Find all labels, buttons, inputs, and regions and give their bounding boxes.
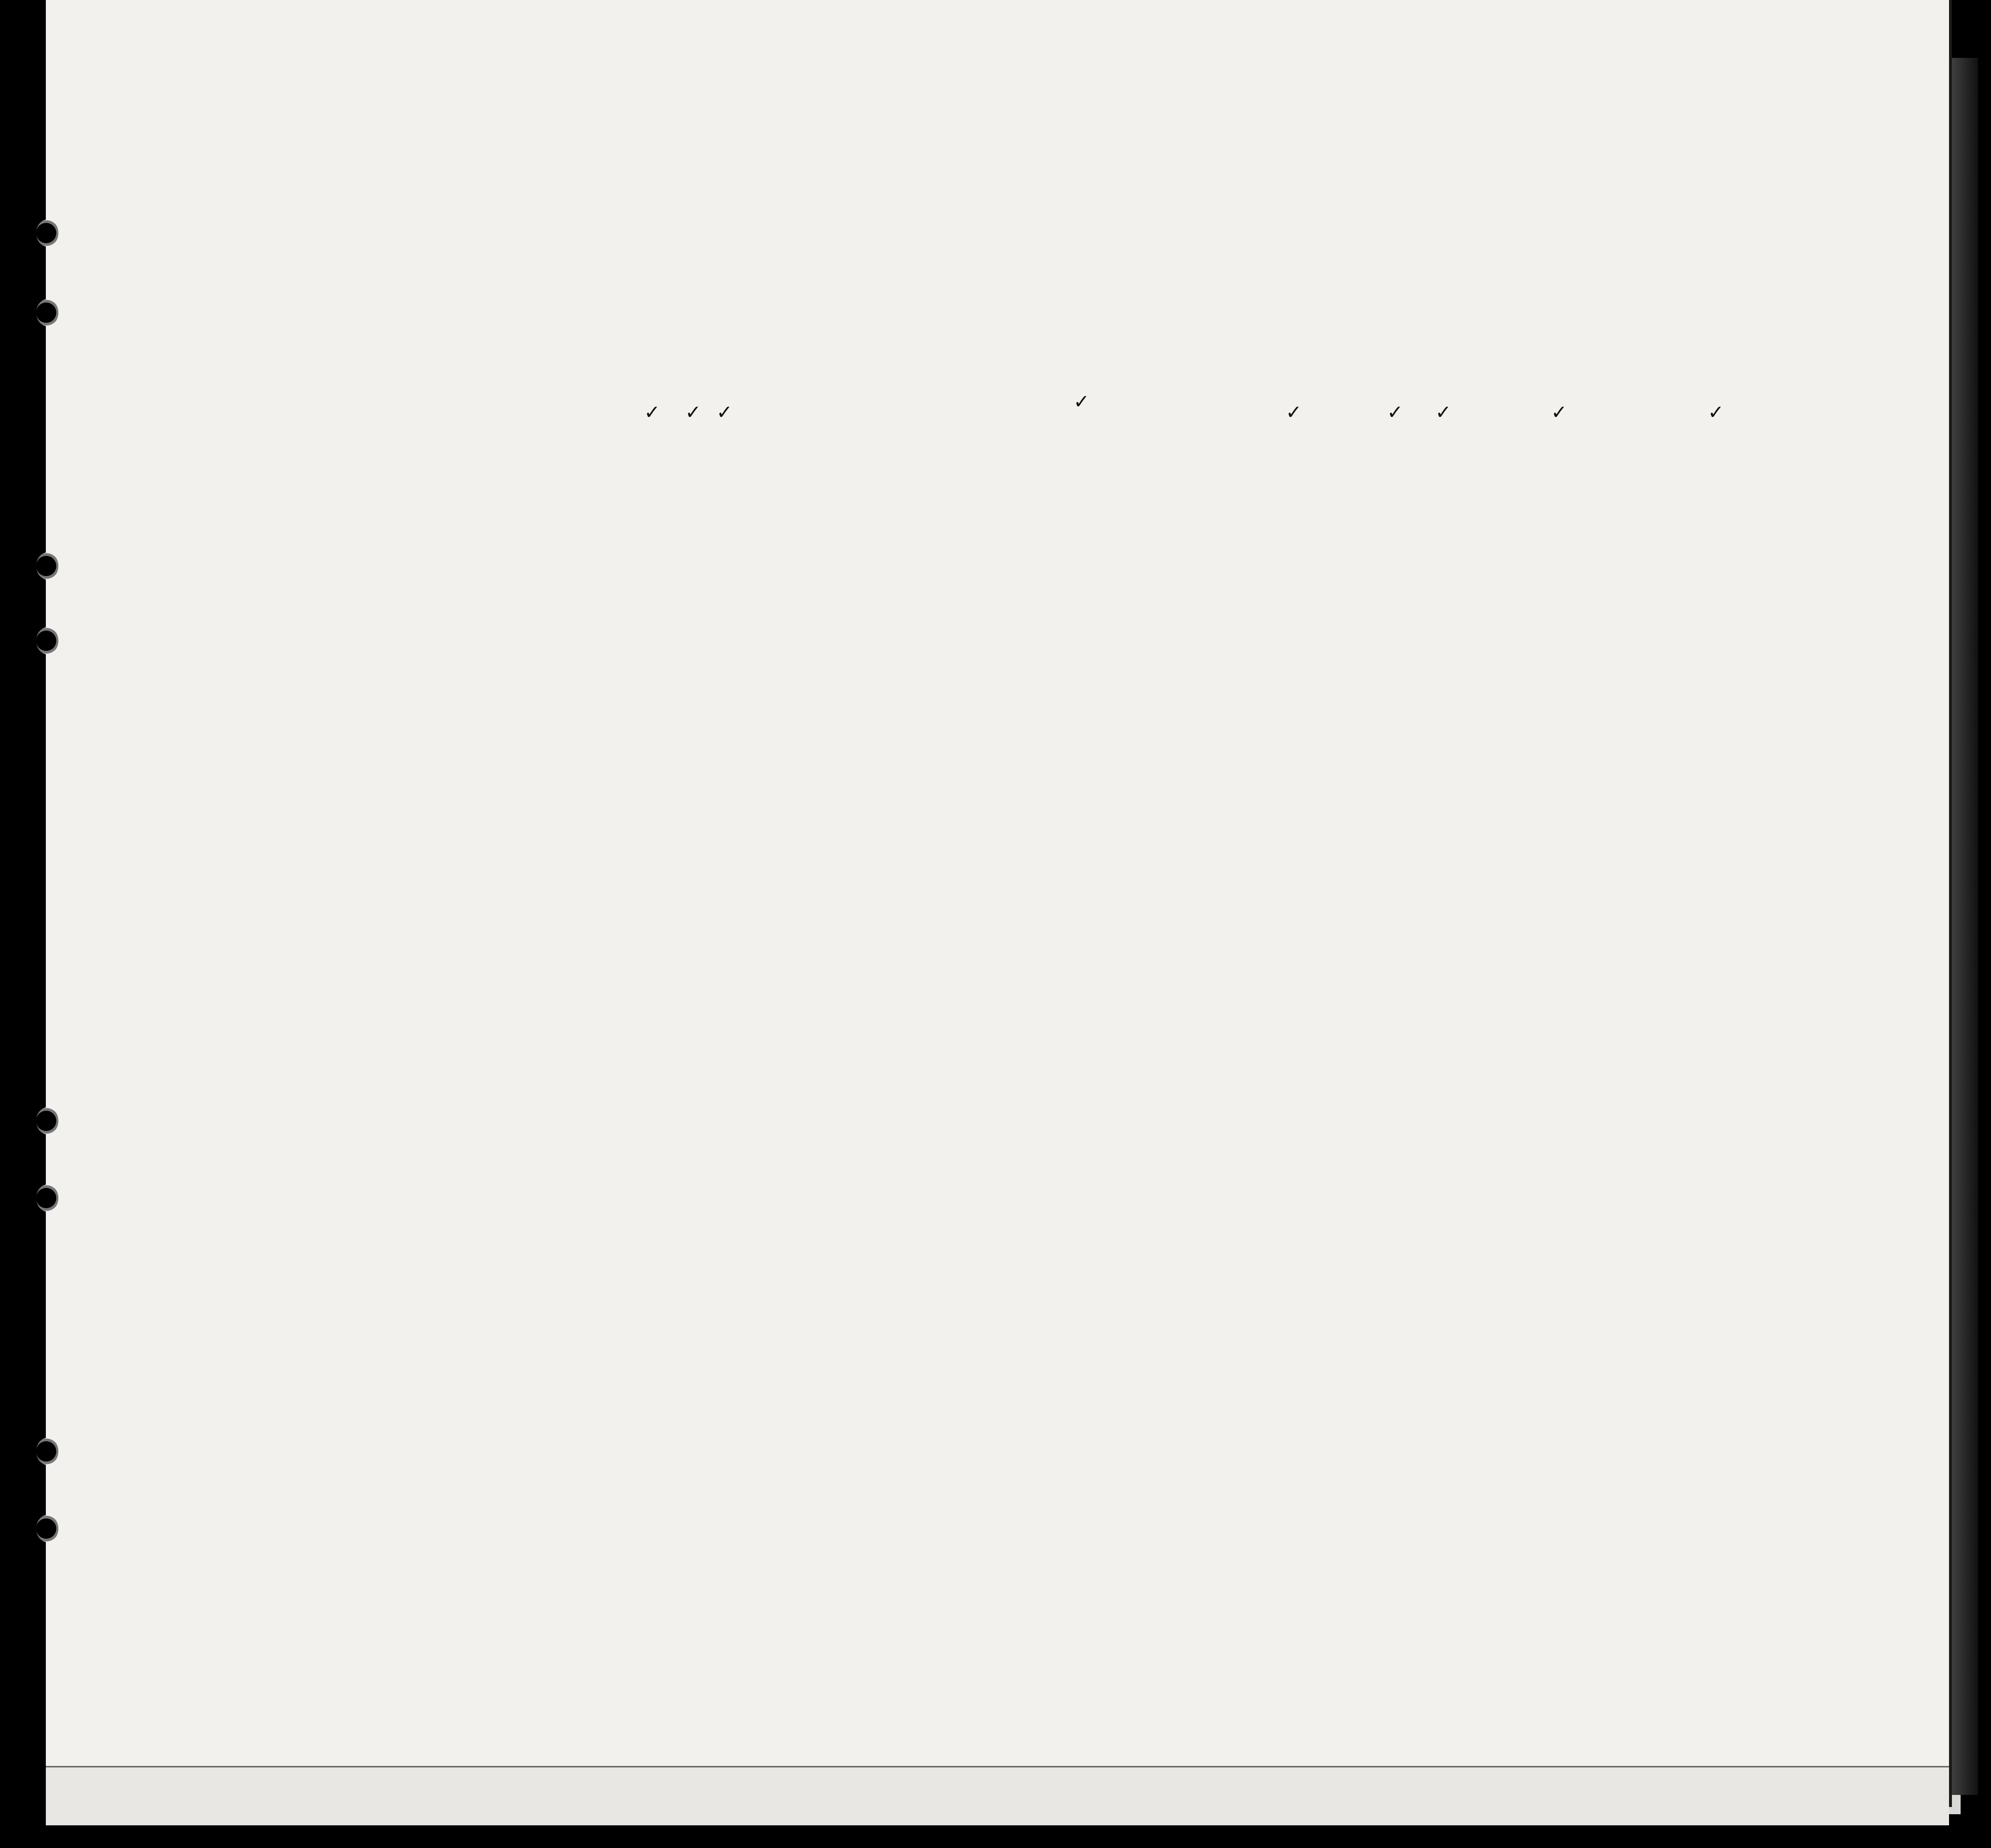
check-mark: ✓ [1551,401,1567,424]
check-mark: ✓ [716,401,733,424]
col24c-header [1206,277,1242,396]
col26-header [1289,277,1308,396]
check-mark: ✓ [1073,391,1090,413]
check-mark: ✓ [1708,401,1724,424]
col29-header [1386,277,1429,396]
check-mark: ✓ [685,401,701,424]
col30-header [1435,277,1464,396]
col28-header [1334,277,1387,396]
check-mark: ✓ [1435,401,1452,424]
check-mark: ✓ [644,401,660,424]
col24b-header [1136,277,1184,396]
col24a-header [1089,277,1138,396]
col19-header [545,268,579,396]
col21-header [679,268,707,396]
check-mark: ✓ [1286,401,1302,424]
check-mark: ✓ [1387,401,1403,424]
col25-header [1250,277,1286,396]
col27-header [1311,277,1330,396]
